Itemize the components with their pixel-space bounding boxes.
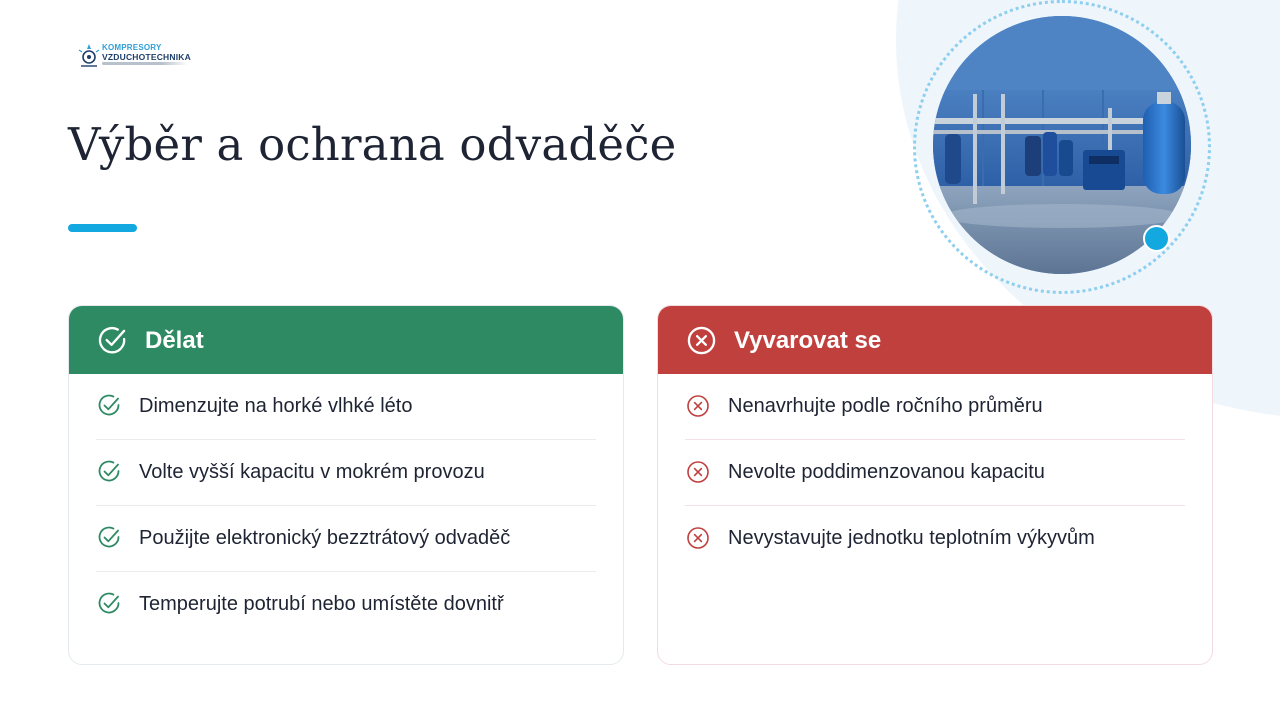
page-title: Výběr a ochrana odvaděče xyxy=(68,118,677,171)
do-item-text: Použijte elektronický bezztrátový odvaděč xyxy=(139,527,511,549)
avoid-card-header xyxy=(658,306,1212,374)
avoid-list-item xyxy=(685,440,1185,506)
check-circle-icon xyxy=(97,526,121,550)
x-circle-icon xyxy=(686,325,717,356)
avoid-list-item xyxy=(685,374,1185,440)
avoid-card xyxy=(657,305,1213,665)
do-list-item xyxy=(96,506,596,572)
check-circle-icon xyxy=(97,460,121,484)
x-circle-icon xyxy=(686,394,710,418)
do-card xyxy=(68,305,624,665)
check-circle-icon xyxy=(97,394,121,418)
photo-accent-dot xyxy=(1143,225,1170,252)
logo-text-top: KOMPRESORY xyxy=(102,43,162,52)
company-logo xyxy=(78,42,191,70)
x-circle-icon xyxy=(686,526,710,550)
do-item-text: Temperujte potrubí nebo umístěte dovnitř xyxy=(139,593,504,615)
avoid-list-item xyxy=(685,506,1185,571)
check-circle-icon xyxy=(97,325,128,356)
avoid-item-text: Nevystavujte jednotku teplotním výkyvům xyxy=(728,527,1095,549)
do-list-item xyxy=(96,374,596,440)
x-circle-icon xyxy=(686,460,710,484)
do-list xyxy=(69,374,623,637)
logo-tagline xyxy=(102,62,188,65)
do-list-item xyxy=(96,572,596,637)
avoid-card-title: Vyvarovat se xyxy=(734,327,882,354)
do-card-header xyxy=(69,306,623,374)
do-item-text: Volte vyšší kapacitu v mokrém provozu xyxy=(139,461,485,483)
do-item-text: Dimenzujte na horké vlhké léto xyxy=(139,395,413,417)
logo-mark-icon xyxy=(78,42,100,68)
avoid-item-text: Nevolte poddimenzovanou kapacitu xyxy=(728,461,1045,483)
check-circle-icon xyxy=(97,592,121,616)
avoid-item-text: Nenavrhujte podle ročního průměru xyxy=(728,395,1043,417)
avoid-list xyxy=(658,374,1212,571)
logo-text-main: VZDUCHOTECHNIKA xyxy=(102,52,191,62)
do-card-title: Dělat xyxy=(145,327,204,354)
do-list-item xyxy=(96,440,596,506)
title-accent-bar xyxy=(68,224,137,232)
